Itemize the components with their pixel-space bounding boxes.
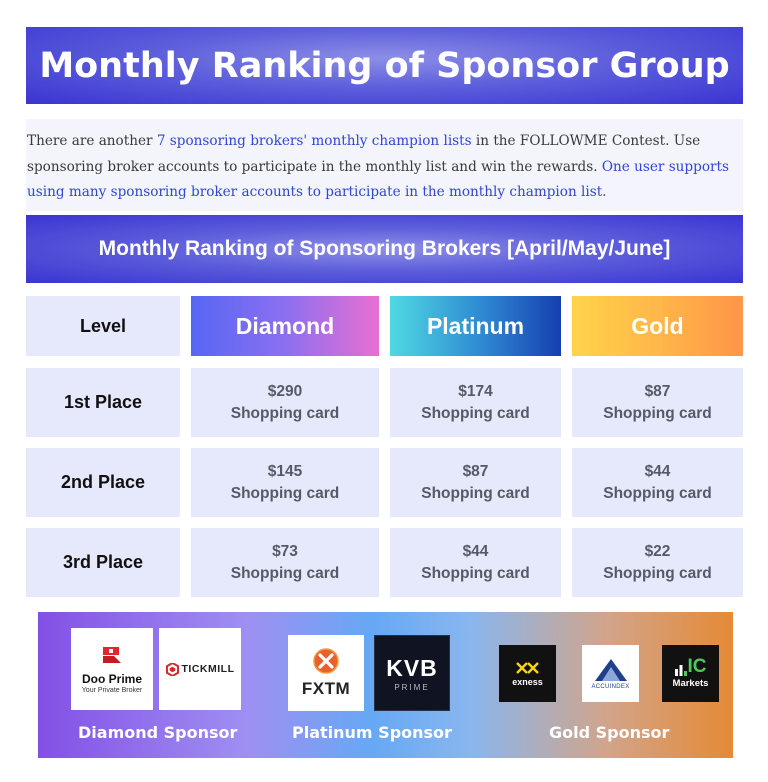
tier-label-platinum: Platinum — [426, 312, 525, 339]
intro-text-1: There are another — [27, 133, 157, 149]
prize-unit: Shopping card — [230, 564, 340, 582]
dooprime-name: Doo Prime — [81, 671, 142, 686]
dooprime-logo — [71, 628, 153, 710]
prize-unit: Shopping card — [603, 484, 712, 502]
place-label: 1st Place — [63, 392, 143, 412]
kvb-logo — [374, 635, 450, 711]
kvb-sub: PRIME — [394, 682, 430, 692]
place-cell-3rd — [26, 528, 180, 597]
prize-unit: Shopping card — [421, 404, 530, 422]
intro-highlight-2: One user supports using many sponsoring broker accounts to participate in the monthly champion list. — [27, 158, 729, 200]
prize-cell — [572, 528, 743, 597]
fxtm-logo — [288, 635, 364, 711]
prize-amount: $174 — [458, 382, 493, 400]
level-header-cell — [26, 296, 180, 356]
sponsor-strip — [38, 612, 733, 758]
accuindex-name: ACCUINDEX — [591, 683, 630, 690]
icmarkets-sub: Markets — [672, 678, 709, 689]
accuindex-mark-icon — [594, 658, 628, 682]
intro-paragraph — [26, 119, 743, 211]
prize-unit: Shopping card — [421, 484, 530, 502]
place-label: 2nd Place — [60, 472, 146, 492]
prize-cell — [572, 368, 743, 437]
tier-header-diamond — [191, 296, 379, 356]
icmarkets-bars-icon — [675, 662, 687, 676]
platinum-sponsor-label: Platinum Sponsor — [292, 723, 452, 742]
gold-sponsor-label: Gold Sponsor — [549, 723, 670, 742]
icmarkets-name: IC — [687, 656, 707, 677]
tier-header-platinum — [390, 296, 561, 356]
level-header: Level — [79, 315, 127, 336]
place-cell-1st — [26, 368, 180, 437]
prize-cell — [390, 368, 561, 437]
tickmill-name: TICKMILL — [181, 663, 235, 675]
section-title: Monthly Ranking of Sponsoring Brokers [April/May/June] — [98, 237, 671, 260]
prize-unit: Shopping card — [230, 484, 340, 502]
prize-unit: Shopping card — [230, 404, 340, 422]
diamond-sponsor-label: Diamond Sponsor — [78, 723, 238, 742]
prize-unit: Shopping card — [603, 404, 712, 422]
exness-mark-icon — [515, 661, 541, 675]
prize-amount: $145 — [267, 462, 303, 480]
tickmill-mark-icon — [166, 663, 179, 676]
prize-amount: $44 — [462, 542, 489, 560]
tickmill-logo — [159, 628, 241, 710]
prize-amount: $87 — [462, 462, 489, 480]
prize-unit: Shopping card — [421, 564, 530, 582]
place-label: 3rd Place — [62, 552, 144, 572]
page-title: Monthly Ranking of Sponsor Group — [39, 45, 730, 86]
tier-header-gold — [572, 296, 743, 356]
prize-amount: $22 — [644, 542, 671, 560]
page-banner — [26, 27, 743, 104]
tier-label-diamond: Diamond — [235, 312, 335, 339]
prize-amount: $290 — [267, 382, 303, 400]
prize-unit: Shopping card — [603, 564, 712, 582]
prize-amount: $87 — [644, 382, 671, 400]
intro-highlight-1: 7 sponsoring brokers' monthly champion lists — [156, 133, 472, 149]
dooprime-tagline: Your Private Broker — [81, 686, 143, 694]
icmarkets-logo — [662, 645, 719, 702]
prize-cell — [572, 448, 743, 517]
intro-text-2: in the FOLLOWME Contest. Use sponsoring broker accounts to participate in the monthly list and win the rewards. — [27, 133, 701, 175]
fxtm-name: FXTM — [301, 678, 351, 698]
prize-cell — [390, 528, 561, 597]
prize-cell — [191, 368, 379, 437]
place-cell-2nd — [26, 448, 180, 517]
prize-cell — [191, 528, 379, 597]
accuindex-logo — [582, 645, 639, 702]
exness-logo — [499, 645, 556, 702]
fxtm-mark-icon — [313, 648, 339, 674]
section-banner — [26, 215, 743, 283]
prize-amount: $73 — [272, 542, 298, 560]
prize-amount: $44 — [644, 462, 671, 480]
tier-label-gold: Gold — [631, 312, 684, 339]
prize-cell — [191, 448, 379, 517]
exness-name: exness — [512, 676, 543, 687]
icmarkets-mark — [675, 658, 707, 676]
dooprime-mark-icon — [100, 645, 124, 669]
kvb-name: KVB — [386, 654, 438, 681]
prize-cell — [390, 448, 561, 517]
